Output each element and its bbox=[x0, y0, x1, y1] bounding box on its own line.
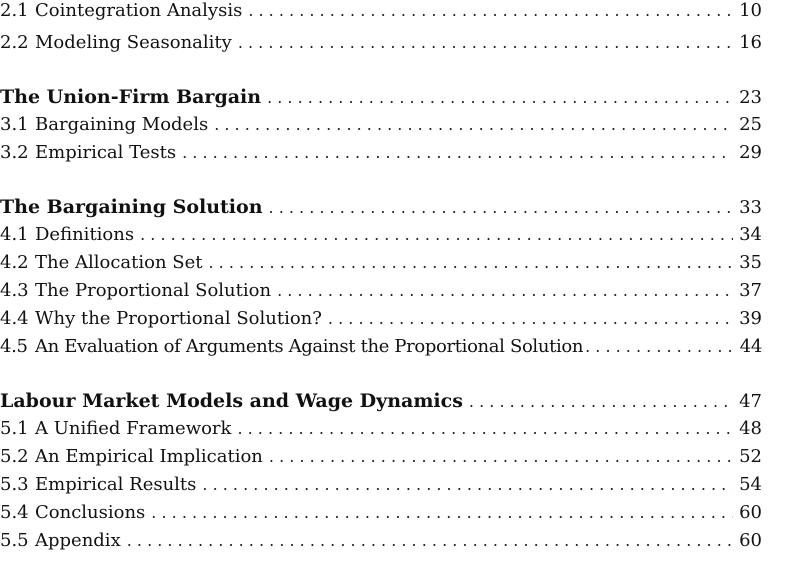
page-number: 60 bbox=[739, 530, 762, 551]
page-number: 44 bbox=[739, 336, 762, 357]
dot-leader bbox=[267, 85, 733, 111]
dot-leader bbox=[269, 195, 734, 221]
page-number: 34 bbox=[739, 224, 762, 245]
dot-leader bbox=[127, 528, 733, 554]
page-number: 60 bbox=[739, 502, 762, 523]
section-title: Cointegration Analysis bbox=[35, 0, 243, 21]
toc-entry-5-3[interactable] bbox=[0, 472, 762, 498]
section-number: 3.2 bbox=[0, 142, 29, 163]
toc-entry-4-4[interactable] bbox=[0, 306, 762, 332]
dot-leader bbox=[182, 140, 733, 166]
dot-leader bbox=[140, 222, 733, 248]
dot-leader bbox=[238, 30, 733, 56]
toc-entry-3-1[interactable] bbox=[0, 112, 762, 138]
dot-leader bbox=[209, 250, 734, 276]
section-number: 4.2 bbox=[0, 252, 29, 273]
dot-leader bbox=[328, 306, 733, 332]
section-title: Modeling Seasonality bbox=[35, 32, 232, 53]
section-number: 5.2 bbox=[0, 446, 29, 467]
page-number: 47 bbox=[739, 391, 762, 412]
section-number: 5.4 bbox=[0, 502, 29, 523]
section-title: A Unified Framework bbox=[35, 418, 232, 439]
toc-entry-4-5[interactable] bbox=[0, 334, 762, 360]
toc-entry-5-5[interactable] bbox=[0, 528, 762, 554]
page-number: 52 bbox=[739, 446, 762, 467]
page-number: 48 bbox=[739, 418, 762, 439]
dot-leader bbox=[214, 112, 733, 138]
dot-leader bbox=[269, 444, 733, 470]
section-number: 2.1 bbox=[0, 0, 29, 21]
section-title: An Empirical Implication bbox=[35, 446, 263, 467]
dot-leader bbox=[277, 278, 733, 304]
section-title: An Evaluation of Arguments Against the Proportional Solution bbox=[35, 336, 584, 357]
page-number: 23 bbox=[739, 87, 762, 108]
section-number: 4.5 bbox=[0, 336, 28, 357]
page-number: 39 bbox=[739, 308, 762, 329]
toc-entry-4-3[interactable] bbox=[0, 278, 762, 304]
section-number: 5.1 bbox=[0, 418, 29, 439]
section-number: 5.3 bbox=[0, 474, 29, 495]
dot-leader bbox=[202, 472, 733, 498]
chapter-title: The Union-Firm Bargain bbox=[0, 86, 262, 108]
toc-entry-4-2[interactable] bbox=[0, 250, 762, 276]
section-title: The Proportional Solution bbox=[35, 280, 272, 301]
section-number: 4.3 bbox=[0, 280, 29, 301]
dot-leader bbox=[248, 0, 733, 24]
section-title: Why the Proportional Solution? bbox=[35, 308, 322, 329]
section-number: 4.4 bbox=[0, 308, 29, 329]
dot-leader bbox=[585, 334, 738, 360]
toc-chapter-labour-market-models[interactable] bbox=[0, 388, 762, 414]
dot-leader bbox=[151, 500, 733, 526]
dot-leader bbox=[469, 389, 733, 415]
toc-entry-2-2[interactable] bbox=[0, 30, 762, 56]
section-number: 2.2 bbox=[0, 32, 29, 53]
page-number: 25 bbox=[739, 114, 762, 135]
section-number: 4.1 bbox=[0, 224, 29, 245]
page-number: 16 bbox=[739, 32, 762, 53]
chapter-title: Labour Market Models and Wage Dynamics bbox=[0, 390, 463, 412]
toc-chapter-bargaining-solution[interactable] bbox=[0, 194, 762, 220]
section-title: Appendix bbox=[35, 530, 121, 551]
toc-chapter-union-firm-bargain[interactable] bbox=[0, 84, 762, 110]
page-number: 10 bbox=[739, 0, 762, 21]
section-number: 3.1 bbox=[0, 114, 29, 135]
section-number: 5.5 bbox=[0, 530, 29, 551]
toc-entry-3-2[interactable] bbox=[0, 140, 762, 166]
section-title: Empirical Tests bbox=[35, 142, 177, 163]
toc-entry-2-1[interactable] bbox=[0, 0, 762, 24]
toc-entry-4-1[interactable] bbox=[0, 222, 762, 248]
section-title: The Allocation Set bbox=[35, 252, 203, 273]
page-number: 35 bbox=[739, 252, 762, 273]
section-title: Definitions bbox=[35, 224, 135, 245]
toc-entry-5-1[interactable] bbox=[0, 416, 762, 442]
section-title: Conclusions bbox=[35, 502, 146, 523]
page-number: 33 bbox=[739, 197, 762, 218]
toc-entry-5-2[interactable] bbox=[0, 444, 762, 470]
page-number: 29 bbox=[739, 142, 762, 163]
chapter-title: The Bargaining Solution bbox=[0, 196, 263, 218]
toc-entry-5-4[interactable] bbox=[0, 500, 762, 526]
page-number: 37 bbox=[739, 280, 762, 301]
page-number: 54 bbox=[739, 474, 762, 495]
section-title: Empirical Results bbox=[35, 474, 197, 495]
section-title: Bargaining Models bbox=[35, 114, 209, 135]
dot-leader bbox=[237, 416, 733, 442]
